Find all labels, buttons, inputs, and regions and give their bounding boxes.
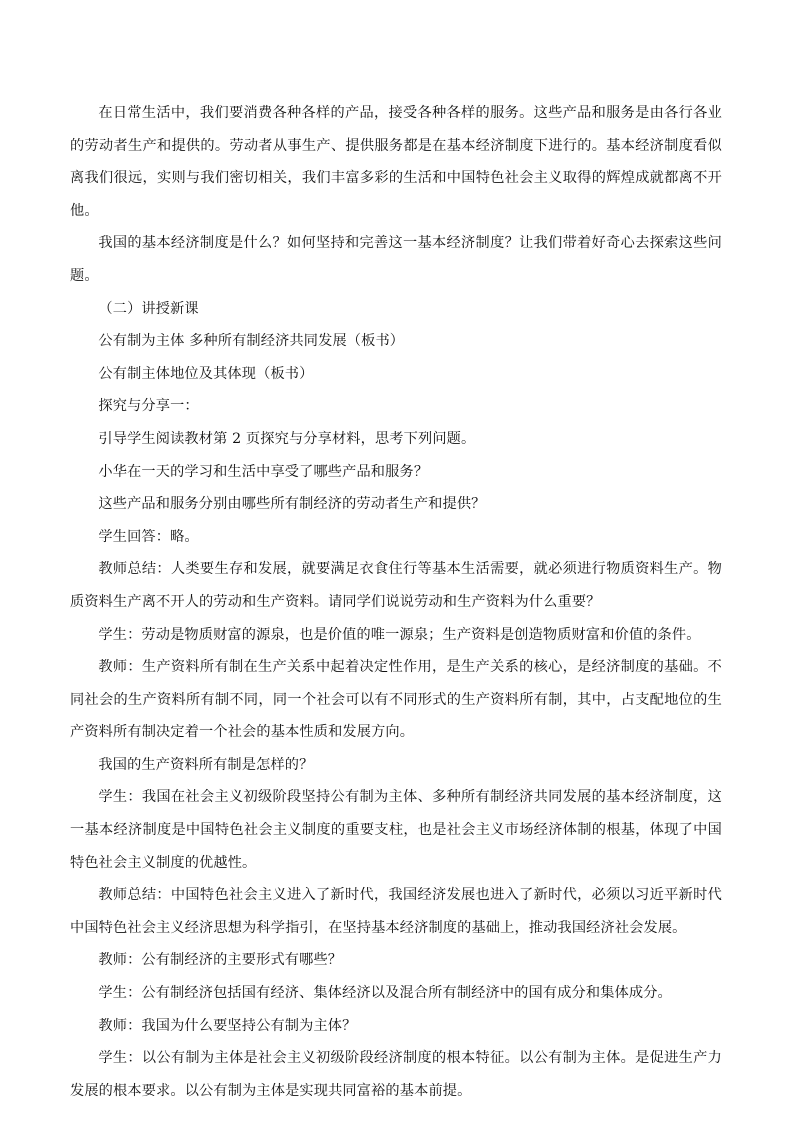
section-heading-new-lesson: （二）讲授新课 bbox=[98, 300, 199, 317]
question-ownership: 我国的生产资料所有制是怎样的？ bbox=[98, 756, 314, 773]
board-title-sub: 公有制主体地位及其体现（板书） bbox=[98, 365, 314, 382]
question-two: 这些产品和服务分别由哪些所有制经济的劳动者生产和提供？ bbox=[98, 496, 486, 513]
document-body bbox=[70, 97, 722, 1107]
student-answer-why: 学生：以公有制为主体是社会主义初级阶段经济制度的根本特征。以公有制为主体。是促进生产力发展的根本要求。以公有制为主体是实现共同富裕的基本前提。 bbox=[70, 1050, 722, 1099]
student-answer-brief: 学生回答：略。 bbox=[98, 528, 199, 545]
board-title-main: 公有制为主体 多种所有制经济共同发展（板书） bbox=[98, 333, 405, 350]
student-answer-basic-system: 学生：我国在社会主义初级阶段坚持公有制为主体、多种所有制经济共同发展的基本经济制度，这一基本经济制度是中国特色社会主义制度的重要支柱，也是社会主义市场经济体制的根基，体现了中国特色社会主义制度的优越性。 bbox=[70, 789, 722, 871]
question-one: 小华在一天的学习和生活中享受了哪些产品和服务？ bbox=[98, 463, 429, 480]
paragraph-intro-question: 我国的基本经济制度是什么？如何坚持和完善这一基本经济制度？让我们带着好奇心去探索这些问题。 bbox=[70, 235, 722, 284]
student-answer-labor: 学生：劳动是物质财富的源泉，也是价值的唯一源泉；生产资料是创造物质财富和价值的条件。 bbox=[98, 626, 701, 643]
paragraph-intro-daily-life: 在日常生活中，我们要消费各种各样的产品，接受各种各样的服务。这些产品和服务是由各行各业的劳动者生产和提供的。劳动者从事生产、提供服务都是在基本经济制度下进行的。基本经济制度看似离我们很远，实则与我们密切相关，我们丰富多彩的生活和中国特色社会主义取得的辉煌成就都离不开他。 bbox=[70, 105, 722, 219]
student-answer-forms: 学生：公有制经济包括国有经济、集体经济以及混合所有制经济中的国有成分和集体成分。 bbox=[98, 985, 672, 1002]
teacher-summary-new-era: 教师总结：中国特色社会主义进入了新时代，我国经济发展也进入了新时代，必须以习近平新时代中国特色社会主义经济思想为科学指引，在坚持基本经济制度的基础上，推动我国经济社会发展。 bbox=[70, 887, 722, 936]
teacher-question-forms: 教师：公有制经济的主要形式有哪些？ bbox=[98, 952, 343, 969]
teacher-question-why: 教师：我国为什么要坚持公有制为主体？ bbox=[98, 1017, 357, 1034]
teacher-ownership-role: 教师：生产资料所有制在生产关系中起着决定性作用，是生产关系的核心，是经济制度的基础。不同社会的生产资料所有制不同，同一个社会可以有不同形式的生产资料所有制，其中，占支配地位的生产资料所有制决定着一个社会的基本性质和发展方向。 bbox=[70, 659, 722, 741]
paragraph-guide-reading: 引导学生阅读教材第 2 页探究与分享材料，思考下列问题。 bbox=[98, 430, 476, 447]
activity-title: 探究与分享一： bbox=[98, 398, 199, 415]
teacher-summary-production: 教师总结：人类要生存和发展，就要满足衣食住行等基本生活需要，就必须进行物质资料生产。物质资料生产离不开人的劳动和生产资料。请同学们说说劳动和生产资料为什么重要？ bbox=[70, 561, 722, 610]
